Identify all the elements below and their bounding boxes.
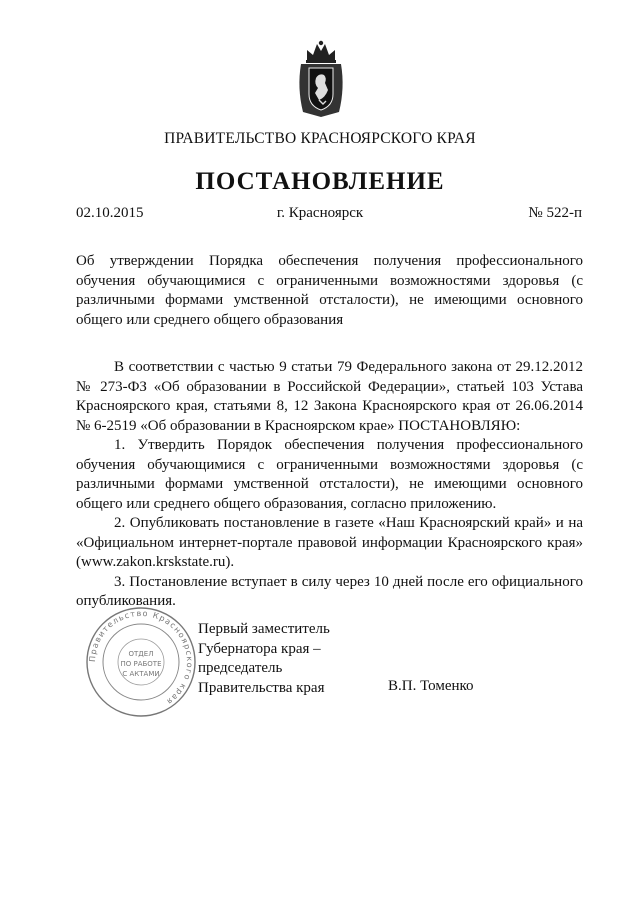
body-item-1: 1. Утвердить Порядок обеспечения получения профессионального обучения обучающимися с ограниченными возможностями здоровья (с различными формами умственной отсталости), не имеющими основного общего или среднего общего образования, согласно приложению. xyxy=(76,437,583,512)
stamp-line-1: ОТДЕЛ xyxy=(128,650,154,658)
body-item-3: 3. Постановление вступает в силу через 10 дней после его официального опубликования. xyxy=(76,573,583,609)
document-subject: Об утверждении Порядка обеспечения получения профессионального обучения обучающимися с ограниченными возможностями здоровья (с различными формами умственной отсталости), не имеющими основного общего или среднего общего образования xyxy=(76,253,583,328)
body-item-2: 2. Опубликовать постановление в газете «Наш Красноярский край» и на «Официальном интернет-портале правовой информации Красноярского края» (www.zakon.krskstate.ru). xyxy=(76,515,583,570)
body-preamble: В соответствии с частью 9 статьи 79 Федерального закона от 29.12.2012 № 273-ФЗ «Об образовании в Российской Федерации», статьей 103 Устава Красноярского края, статьями 8, 12 Закона Красноярского края от 26.06.2014 № 6-2519 «Об образовании в Красноярском крае» ПОСТАНОВЛЯЮ: xyxy=(76,359,583,434)
stamp-line-2: ПО РАБОТЕ xyxy=(120,660,162,668)
official-stamp xyxy=(85,606,197,718)
signatory-position xyxy=(198,620,330,698)
coat-of-arms-emblem xyxy=(297,38,345,118)
signatory-position-line: Первый заместитель xyxy=(198,621,330,637)
document-title: ПОСТАНОВЛЕНИЕ xyxy=(195,168,445,195)
stamp-outer-text: Правительство Красноярского края xyxy=(87,608,195,707)
document-number: № 522-п xyxy=(528,205,582,221)
document-body xyxy=(76,358,583,612)
signatory-position-line: Губернатора края – xyxy=(198,640,321,657)
document-date: 02.10.2015 xyxy=(76,205,144,221)
document-city: г. Красноярск xyxy=(276,205,364,221)
government-name: ПРАВИТЕЛЬСТВО КРАСНОЯРСКОГО КРАЯ xyxy=(164,130,476,147)
signatory-position-line: председатель xyxy=(198,660,283,676)
signatory-position-line: Правительства края xyxy=(198,679,325,696)
signatory-name: В.П. Томенко xyxy=(388,678,474,694)
stamp-line-3: С АКТАМИ xyxy=(122,670,160,678)
